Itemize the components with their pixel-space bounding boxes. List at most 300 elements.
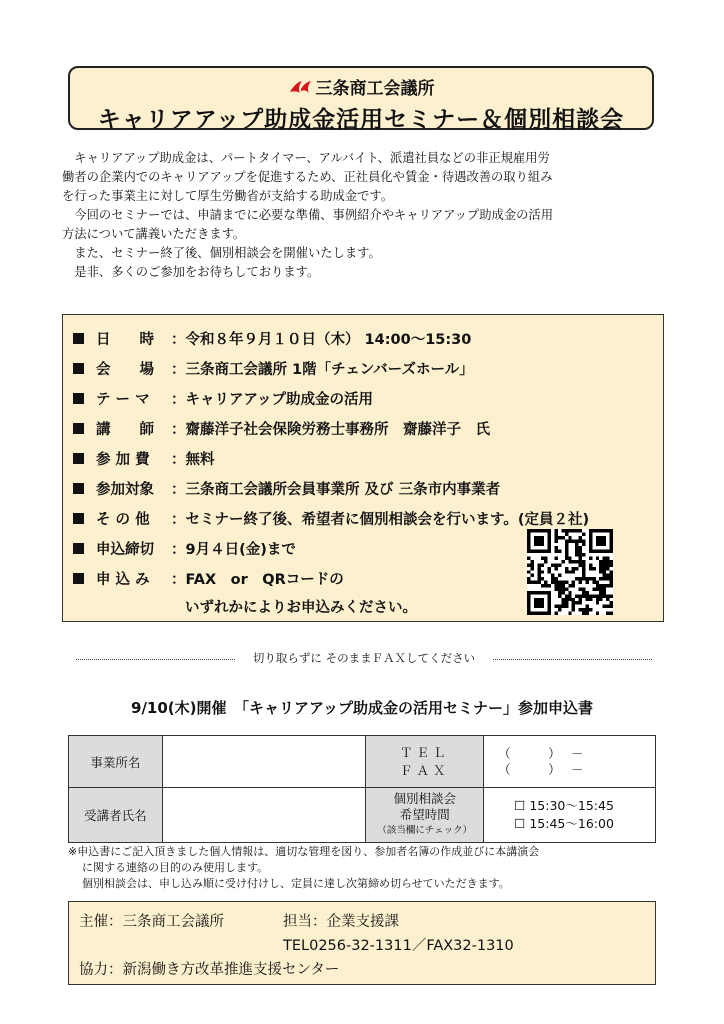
qr-module xyxy=(589,567,592,570)
qr-module xyxy=(555,567,558,570)
qr-module xyxy=(568,570,571,573)
qr-module xyxy=(575,529,578,532)
detail-row-deadline xyxy=(73,538,296,559)
qr-module xyxy=(537,543,540,546)
qr-module xyxy=(589,536,592,539)
qr-module xyxy=(565,601,568,604)
qr-module xyxy=(572,605,575,608)
qr-module xyxy=(561,529,564,532)
qr-module xyxy=(555,557,558,560)
qr-module xyxy=(610,529,613,532)
qr-module xyxy=(592,581,595,584)
qr-module xyxy=(582,563,585,566)
detail-value: ：9月４日(金)まで xyxy=(171,542,296,558)
qr-module xyxy=(610,577,613,580)
qr-module xyxy=(599,550,602,553)
qr-module xyxy=(551,577,554,580)
qr-module xyxy=(565,550,568,553)
privacy-notes xyxy=(68,844,658,892)
qr-module xyxy=(579,577,582,580)
qr-module xyxy=(610,574,613,577)
qr-module xyxy=(544,550,547,553)
qr-module xyxy=(541,584,544,587)
qr-module xyxy=(537,598,540,601)
qr-module xyxy=(527,598,530,601)
qr-module xyxy=(582,594,585,597)
slot-checkbox-1[interactable]: ☐ 15:30～15:45 xyxy=(514,798,614,813)
qr-module xyxy=(555,612,558,615)
qr-module xyxy=(548,608,551,611)
qr-module xyxy=(541,591,544,594)
org-name: 三条商工会議所 xyxy=(315,79,435,99)
attendee-label: 受講者氏名 xyxy=(69,788,163,843)
qr-module xyxy=(530,581,533,584)
qr-module xyxy=(603,591,606,594)
qr-module xyxy=(582,612,585,615)
qr-module xyxy=(579,557,582,560)
qr-module xyxy=(548,539,551,542)
qr-module xyxy=(596,584,599,587)
qr-module xyxy=(592,529,595,532)
qr-module xyxy=(537,563,540,566)
qr-module xyxy=(572,598,575,601)
qr-module xyxy=(561,584,564,587)
bullet-square-icon xyxy=(73,573,84,584)
qr-module xyxy=(548,543,551,546)
qr-module xyxy=(610,612,613,615)
qr-module xyxy=(544,581,547,584)
qr-module xyxy=(596,612,599,615)
qr-module xyxy=(582,560,585,563)
qr-module xyxy=(603,560,606,563)
qr-module xyxy=(530,574,533,577)
qr-module xyxy=(575,543,578,546)
qr-module xyxy=(551,563,554,566)
qr-module xyxy=(603,550,606,553)
consult-slots-cell xyxy=(484,788,656,843)
qr-module xyxy=(599,594,602,597)
qr-module xyxy=(606,557,609,560)
qr-module xyxy=(530,563,533,566)
intro-line: 是非、多くのご参加をお待ちしております。 xyxy=(74,265,320,279)
qr-module xyxy=(565,605,568,608)
qr-module xyxy=(558,574,561,577)
detail-label: 講 師 xyxy=(96,422,154,438)
detail-row-venue xyxy=(73,358,474,379)
qr-module xyxy=(534,612,537,615)
detail-value: ：無料 xyxy=(171,452,215,468)
qr-module xyxy=(572,539,575,542)
qr-module xyxy=(534,550,537,553)
qr-module xyxy=(527,612,530,615)
qr-module xyxy=(599,591,602,594)
bullet-square-icon xyxy=(73,423,84,434)
qr-module xyxy=(582,577,585,580)
qr-module xyxy=(575,577,578,580)
qr-module xyxy=(548,584,551,587)
qr-module xyxy=(610,546,613,549)
qr-module xyxy=(606,612,609,615)
qr-module xyxy=(548,598,551,601)
qr-module xyxy=(527,608,530,611)
qr-module xyxy=(558,584,561,587)
qr-module xyxy=(534,601,537,604)
qr-module xyxy=(582,574,585,577)
qr-module xyxy=(592,594,595,597)
table-row xyxy=(69,736,656,788)
qr-module xyxy=(548,546,551,549)
detail-row-fee xyxy=(73,448,215,469)
footer-contact: 担当：企業支援課 xyxy=(283,914,399,930)
qr-module xyxy=(610,605,613,608)
qr-module xyxy=(579,563,582,566)
note-line: 個別相談会は、申し込み順に受け付けし、定員に達し次第締め切らせていただきます。 xyxy=(82,877,510,890)
qr-module xyxy=(589,546,592,549)
qr-module xyxy=(530,591,533,594)
dotted-line-right xyxy=(493,659,652,660)
qr-module xyxy=(568,598,571,601)
bullet-square-icon xyxy=(73,453,84,464)
detail-row-theme xyxy=(73,388,373,409)
qr-module xyxy=(603,577,606,580)
qr-module xyxy=(606,605,609,608)
qr-module xyxy=(555,587,558,590)
qr-module xyxy=(555,581,558,584)
qr-module xyxy=(579,581,582,584)
qr-module xyxy=(610,532,613,535)
qr-module xyxy=(579,560,582,563)
intro-line: 働者の企業内でのキャリアアップを促進するため、正社員化や賃金・待遇改善の取り組み xyxy=(62,170,553,184)
qr-module xyxy=(610,539,613,542)
qr-module xyxy=(555,563,558,566)
qr-module xyxy=(555,605,558,608)
qr-module xyxy=(599,536,602,539)
qr-module xyxy=(596,543,599,546)
consult-label-line1: 個別相談会 xyxy=(393,791,457,806)
qr-module xyxy=(610,543,613,546)
qr-module xyxy=(579,529,582,532)
qr-module xyxy=(530,529,533,532)
detail-label: 参 加 費 xyxy=(96,452,150,468)
qr-module xyxy=(541,612,544,615)
qr-module xyxy=(606,577,609,580)
qr-module xyxy=(579,539,582,542)
qr-module xyxy=(548,594,551,597)
qr-module xyxy=(589,539,592,542)
tel-label: ＴＥＬ xyxy=(400,744,450,760)
qr-module xyxy=(575,550,578,553)
qr-module xyxy=(599,570,602,573)
qr-module xyxy=(582,587,585,590)
qr-module xyxy=(603,543,606,546)
qr-module xyxy=(610,584,613,587)
qr-module xyxy=(544,591,547,594)
qr-module xyxy=(610,581,613,584)
qr-module xyxy=(589,532,592,535)
qr-module xyxy=(537,581,540,584)
qr-module xyxy=(527,594,530,597)
attendee-name-field[interactable] xyxy=(162,788,366,843)
qr-module xyxy=(603,574,606,577)
qr-module xyxy=(603,539,606,542)
tel-field-value: （ ） － xyxy=(498,745,584,761)
qr-module xyxy=(548,591,551,594)
qr-module xyxy=(596,557,599,560)
qr-module xyxy=(527,563,530,566)
intro-line: 今回のセミナーでは、申請までに必要な準備、事例紹介やキャリアアップ助成金の活用 xyxy=(74,208,554,222)
page-title: キャリアアップ助成金活用セミナー＆個別相談会 xyxy=(97,107,625,133)
detail-value: ：セミナー終了後、希望者に個別相談会を行います。(定員２社) xyxy=(171,512,590,528)
qr-module xyxy=(599,560,602,563)
qr-module xyxy=(565,598,568,601)
qr-module xyxy=(561,591,564,594)
bullet-square-icon xyxy=(73,333,84,344)
qr-module xyxy=(527,546,530,549)
qr-module xyxy=(548,567,551,570)
qr-module xyxy=(527,536,530,539)
qr-module xyxy=(606,598,609,601)
qr-module xyxy=(534,529,537,532)
qr-module xyxy=(610,560,613,563)
qr-module xyxy=(596,529,599,532)
qr-module xyxy=(537,577,540,580)
qr-module xyxy=(558,605,561,608)
qr-module xyxy=(572,601,575,604)
qr-module xyxy=(596,587,599,590)
consult-label-line2: 希望時間 xyxy=(399,807,450,822)
qr-module xyxy=(544,560,547,563)
qr-module xyxy=(579,546,582,549)
qr-module xyxy=(534,581,537,584)
qr-module xyxy=(565,587,568,590)
qr-module xyxy=(565,581,568,584)
qr-module xyxy=(527,539,530,542)
form-title: 9/10(木)開催 「キャリアアップ助成金の活用セミナー」参加申込書 xyxy=(131,699,593,717)
detail-value: ：三条商工会議所 1階「チェンバーズホール」 xyxy=(171,362,474,378)
detail-row-other xyxy=(73,508,589,529)
qr-module xyxy=(599,584,602,587)
qr-module xyxy=(537,550,540,553)
qr-module xyxy=(585,612,588,615)
qr-module xyxy=(599,539,602,542)
qr-module xyxy=(606,594,609,597)
qr-module xyxy=(568,529,571,532)
note-line: に関する連絡の目的のみ使用します。 xyxy=(82,861,269,874)
detail-label: そ の 他 xyxy=(96,512,150,528)
qr-code-icon[interactable] xyxy=(527,529,613,615)
qr-module xyxy=(527,532,530,535)
qr-module xyxy=(537,612,540,615)
qr-module xyxy=(610,550,613,553)
qr-module xyxy=(606,574,609,577)
qr-module xyxy=(527,529,530,532)
qr-module xyxy=(599,577,602,580)
qr-module xyxy=(603,605,606,608)
company-name-field[interactable] xyxy=(162,736,366,788)
qr-module xyxy=(572,570,575,573)
qr-module xyxy=(572,560,575,563)
qr-module xyxy=(575,546,578,549)
qr-module xyxy=(537,529,540,532)
consult-label-note: （該当欄にチェック） xyxy=(377,825,473,836)
qr-module xyxy=(575,594,578,597)
qr-module xyxy=(572,581,575,584)
detail-apply-continuation: いずれかによりお申込みください。 xyxy=(185,600,417,616)
qr-module xyxy=(527,605,530,608)
tel-fax-field[interactable] xyxy=(484,736,656,788)
bullet-square-icon xyxy=(73,483,84,494)
qr-module xyxy=(544,557,547,560)
qr-module xyxy=(534,605,537,608)
qr-module xyxy=(575,539,578,542)
intro-text xyxy=(62,149,666,282)
qr-module xyxy=(534,598,537,601)
qr-module xyxy=(561,587,564,590)
qr-module xyxy=(582,591,585,594)
qr-module xyxy=(585,594,588,597)
qr-module xyxy=(575,560,578,563)
qr-module xyxy=(610,536,613,539)
footer-cooperation: 協力：新潟働き方改革推進支援センター xyxy=(79,962,340,978)
qr-module xyxy=(541,577,544,580)
qr-module xyxy=(575,567,578,570)
qr-module xyxy=(589,550,592,553)
qr-module xyxy=(558,536,561,539)
qr-module xyxy=(599,543,602,546)
qr-module xyxy=(596,601,599,604)
qr-module xyxy=(551,574,554,577)
qr-module xyxy=(565,539,568,542)
qr-module xyxy=(558,581,561,584)
qr-module xyxy=(596,550,599,553)
qr-module xyxy=(548,536,551,539)
qr-module xyxy=(534,543,537,546)
qr-module xyxy=(527,550,530,553)
bullet-square-icon xyxy=(73,513,84,524)
qr-module xyxy=(565,557,568,560)
qr-module xyxy=(551,581,554,584)
slot-checkbox-2[interactable]: ☐ 15:45～16:00 xyxy=(514,816,614,831)
qr-module xyxy=(541,550,544,553)
qr-module xyxy=(579,553,582,556)
qr-module xyxy=(596,594,599,597)
qr-module xyxy=(544,584,547,587)
qr-module xyxy=(561,601,564,604)
qr-module xyxy=(606,529,609,532)
company-label: 事業所名 xyxy=(69,736,163,788)
qr-module xyxy=(585,608,588,611)
qr-module xyxy=(555,546,558,549)
qr-module xyxy=(572,529,575,532)
qr-module xyxy=(558,563,561,566)
qr-module xyxy=(537,574,540,577)
qr-module xyxy=(548,550,551,553)
qr-module xyxy=(589,557,592,560)
detail-value: ：三条商工会議所会員事業所 及び 三条市内事業者 xyxy=(171,482,501,498)
qr-module xyxy=(530,567,533,570)
qr-module xyxy=(579,594,582,597)
intro-line: キャリアアップ助成金は、パートタイマー、アルバイト、派遣社員などの非正規雇用労 xyxy=(74,151,550,165)
qr-module xyxy=(558,608,561,611)
qr-module xyxy=(603,557,606,560)
qr-module xyxy=(555,539,558,542)
qr-module xyxy=(534,539,537,542)
qr-module xyxy=(572,608,575,611)
qr-module xyxy=(603,584,606,587)
qr-module xyxy=(527,577,530,580)
qr-module xyxy=(527,543,530,546)
qr-module xyxy=(596,598,599,601)
qr-module xyxy=(596,539,599,542)
qr-module xyxy=(575,553,578,556)
qr-module xyxy=(555,536,558,539)
qr-module xyxy=(596,581,599,584)
intro-line: を行った事業主に対して厚生労働省が支給する助成金です。 xyxy=(62,189,394,203)
qr-module xyxy=(606,560,609,563)
qr-module xyxy=(568,594,571,597)
qr-module xyxy=(565,553,568,556)
fax-field-value: （ ） － xyxy=(498,761,584,777)
qr-module xyxy=(534,591,537,594)
qr-module xyxy=(599,598,602,601)
qr-module xyxy=(558,591,561,594)
qr-module xyxy=(568,557,571,560)
qr-module xyxy=(541,557,544,560)
qr-module xyxy=(568,591,571,594)
qr-module xyxy=(527,601,530,604)
qr-module xyxy=(596,536,599,539)
qr-module xyxy=(592,577,595,580)
detail-row-datetime xyxy=(73,328,471,349)
qr-module xyxy=(585,605,588,608)
detail-label: 申込締切 xyxy=(96,542,154,558)
detail-row-apply xyxy=(73,568,344,589)
cut-line xyxy=(76,650,652,666)
qr-module xyxy=(572,567,575,570)
detail-value: ：齋藤洋子社会保険労務士事務所 齋藤洋子 氏 xyxy=(171,422,490,438)
qr-module xyxy=(603,567,606,570)
footer-box xyxy=(68,901,656,985)
dotted-line-left xyxy=(76,659,235,660)
table-row xyxy=(69,788,656,843)
details-box xyxy=(62,314,664,622)
qr-module xyxy=(599,529,602,532)
qr-module xyxy=(589,543,592,546)
qr-module xyxy=(603,587,606,590)
qr-module xyxy=(548,601,551,604)
qr-module xyxy=(603,536,606,539)
qr-module xyxy=(555,577,558,580)
qr-module xyxy=(582,567,585,570)
qr-module xyxy=(565,529,568,532)
qr-module xyxy=(610,601,613,604)
detail-value: ：キャリアアップ助成金の活用 xyxy=(171,392,373,408)
qr-module xyxy=(582,543,585,546)
qr-module xyxy=(530,550,533,553)
qr-module xyxy=(589,608,592,611)
qr-module xyxy=(585,581,588,584)
qr-module xyxy=(548,605,551,608)
qr-module xyxy=(541,601,544,604)
qr-module xyxy=(541,598,544,601)
qr-module xyxy=(548,532,551,535)
qr-module xyxy=(585,577,588,580)
qr-module xyxy=(585,591,588,594)
qr-module xyxy=(606,563,609,566)
bullet-square-icon xyxy=(73,363,84,374)
qr-module xyxy=(568,612,571,615)
detail-row-target xyxy=(73,478,500,499)
